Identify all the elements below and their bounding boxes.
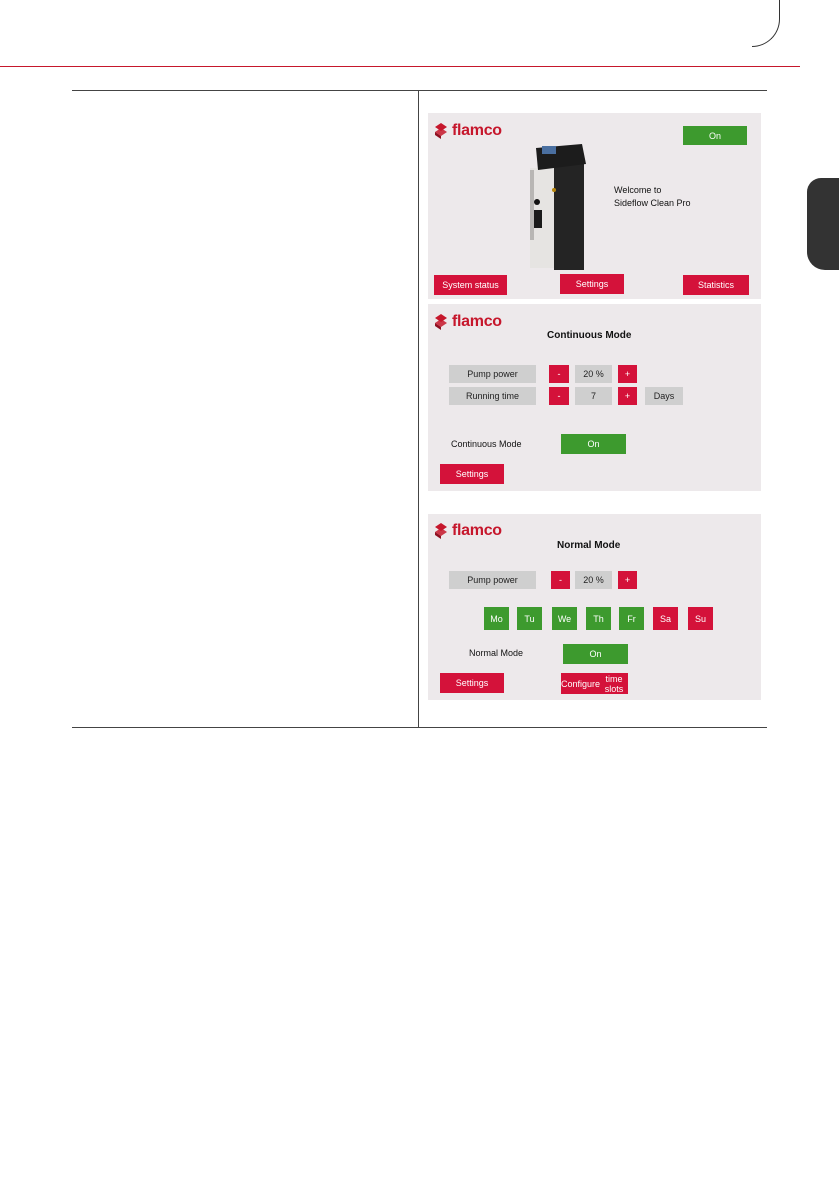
weekday-button-th[interactable]: Th [586,607,611,630]
running-time-label: Running time [449,387,536,405]
configure-time-slots-button[interactable] [561,673,628,694]
pump-power-increase-button[interactable]: + [618,365,637,383]
flamco-logo: flamco [434,522,502,540]
flamco-logo: flamco [434,122,502,140]
flamco-logo-icon [434,123,448,139]
welcome-line-2: Sideflow Clean Pro [614,198,691,208]
power-toggle-button[interactable]: On [683,126,747,145]
continuous-mode-screen [428,304,761,491]
settings-button[interactable]: Settings [440,464,504,484]
screen-title: Normal Mode [557,540,621,551]
table-column-divider [418,90,419,728]
system-status-button[interactable]: System status [434,275,507,295]
pump-power-increase-button[interactable]: + [618,571,637,589]
normal-mode-toggle[interactable]: On [563,644,628,664]
pump-power-decrease-button[interactable]: - [551,571,570,589]
weekday-button-su[interactable]: Su [688,607,713,630]
settings-button[interactable]: Settings [440,673,504,693]
flamco-logo: flamco [434,313,502,331]
screen-title: Continuous Mode [547,330,632,341]
weekday-button-fr[interactable]: Fr [619,607,644,630]
weekday-button-we[interactable]: We [552,607,577,630]
home-screen [428,113,761,299]
settings-button[interactable]: Settings [560,274,624,294]
weekday-button-mo[interactable]: Mo [484,607,509,630]
pump-power-label: Pump power [449,571,536,589]
chapter-tab [807,178,839,270]
running-time-unit: Days [645,387,683,405]
continuous-mode-label: Continuous Mode [451,439,522,449]
table-top-border [72,90,767,91]
pump-power-value: 20 % [575,571,612,589]
pump-power-value: 20 % [575,365,612,383]
flamco-logo-icon [434,523,448,539]
normal-mode-label: Normal Mode [469,648,524,658]
sideflow-device-image [524,140,588,270]
table-bottom-border [72,727,767,728]
configure-label-line-2: time slots [604,673,624,694]
weekday-button-sa[interactable]: Sa [653,607,678,630]
running-time-decrease-button[interactable]: - [549,387,569,405]
pump-power-label: Pump power [449,365,536,383]
configure-label-line-1: Configure [561,678,601,689]
running-time-value: 7 [575,387,612,405]
welcome-line-1: Welcome to [614,185,662,195]
running-time-increase-button[interactable]: + [618,387,637,405]
pump-power-decrease-button[interactable]: - [549,365,569,383]
statistics-button[interactable]: Statistics [683,275,749,295]
header-rule [0,66,800,67]
weekday-button-tu[interactable]: Tu [517,607,542,630]
page-corner-arc [752,0,780,47]
normal-mode-screen [428,514,761,700]
flamco-logo-icon [434,314,448,330]
continuous-mode-toggle[interactable]: On [561,434,626,454]
